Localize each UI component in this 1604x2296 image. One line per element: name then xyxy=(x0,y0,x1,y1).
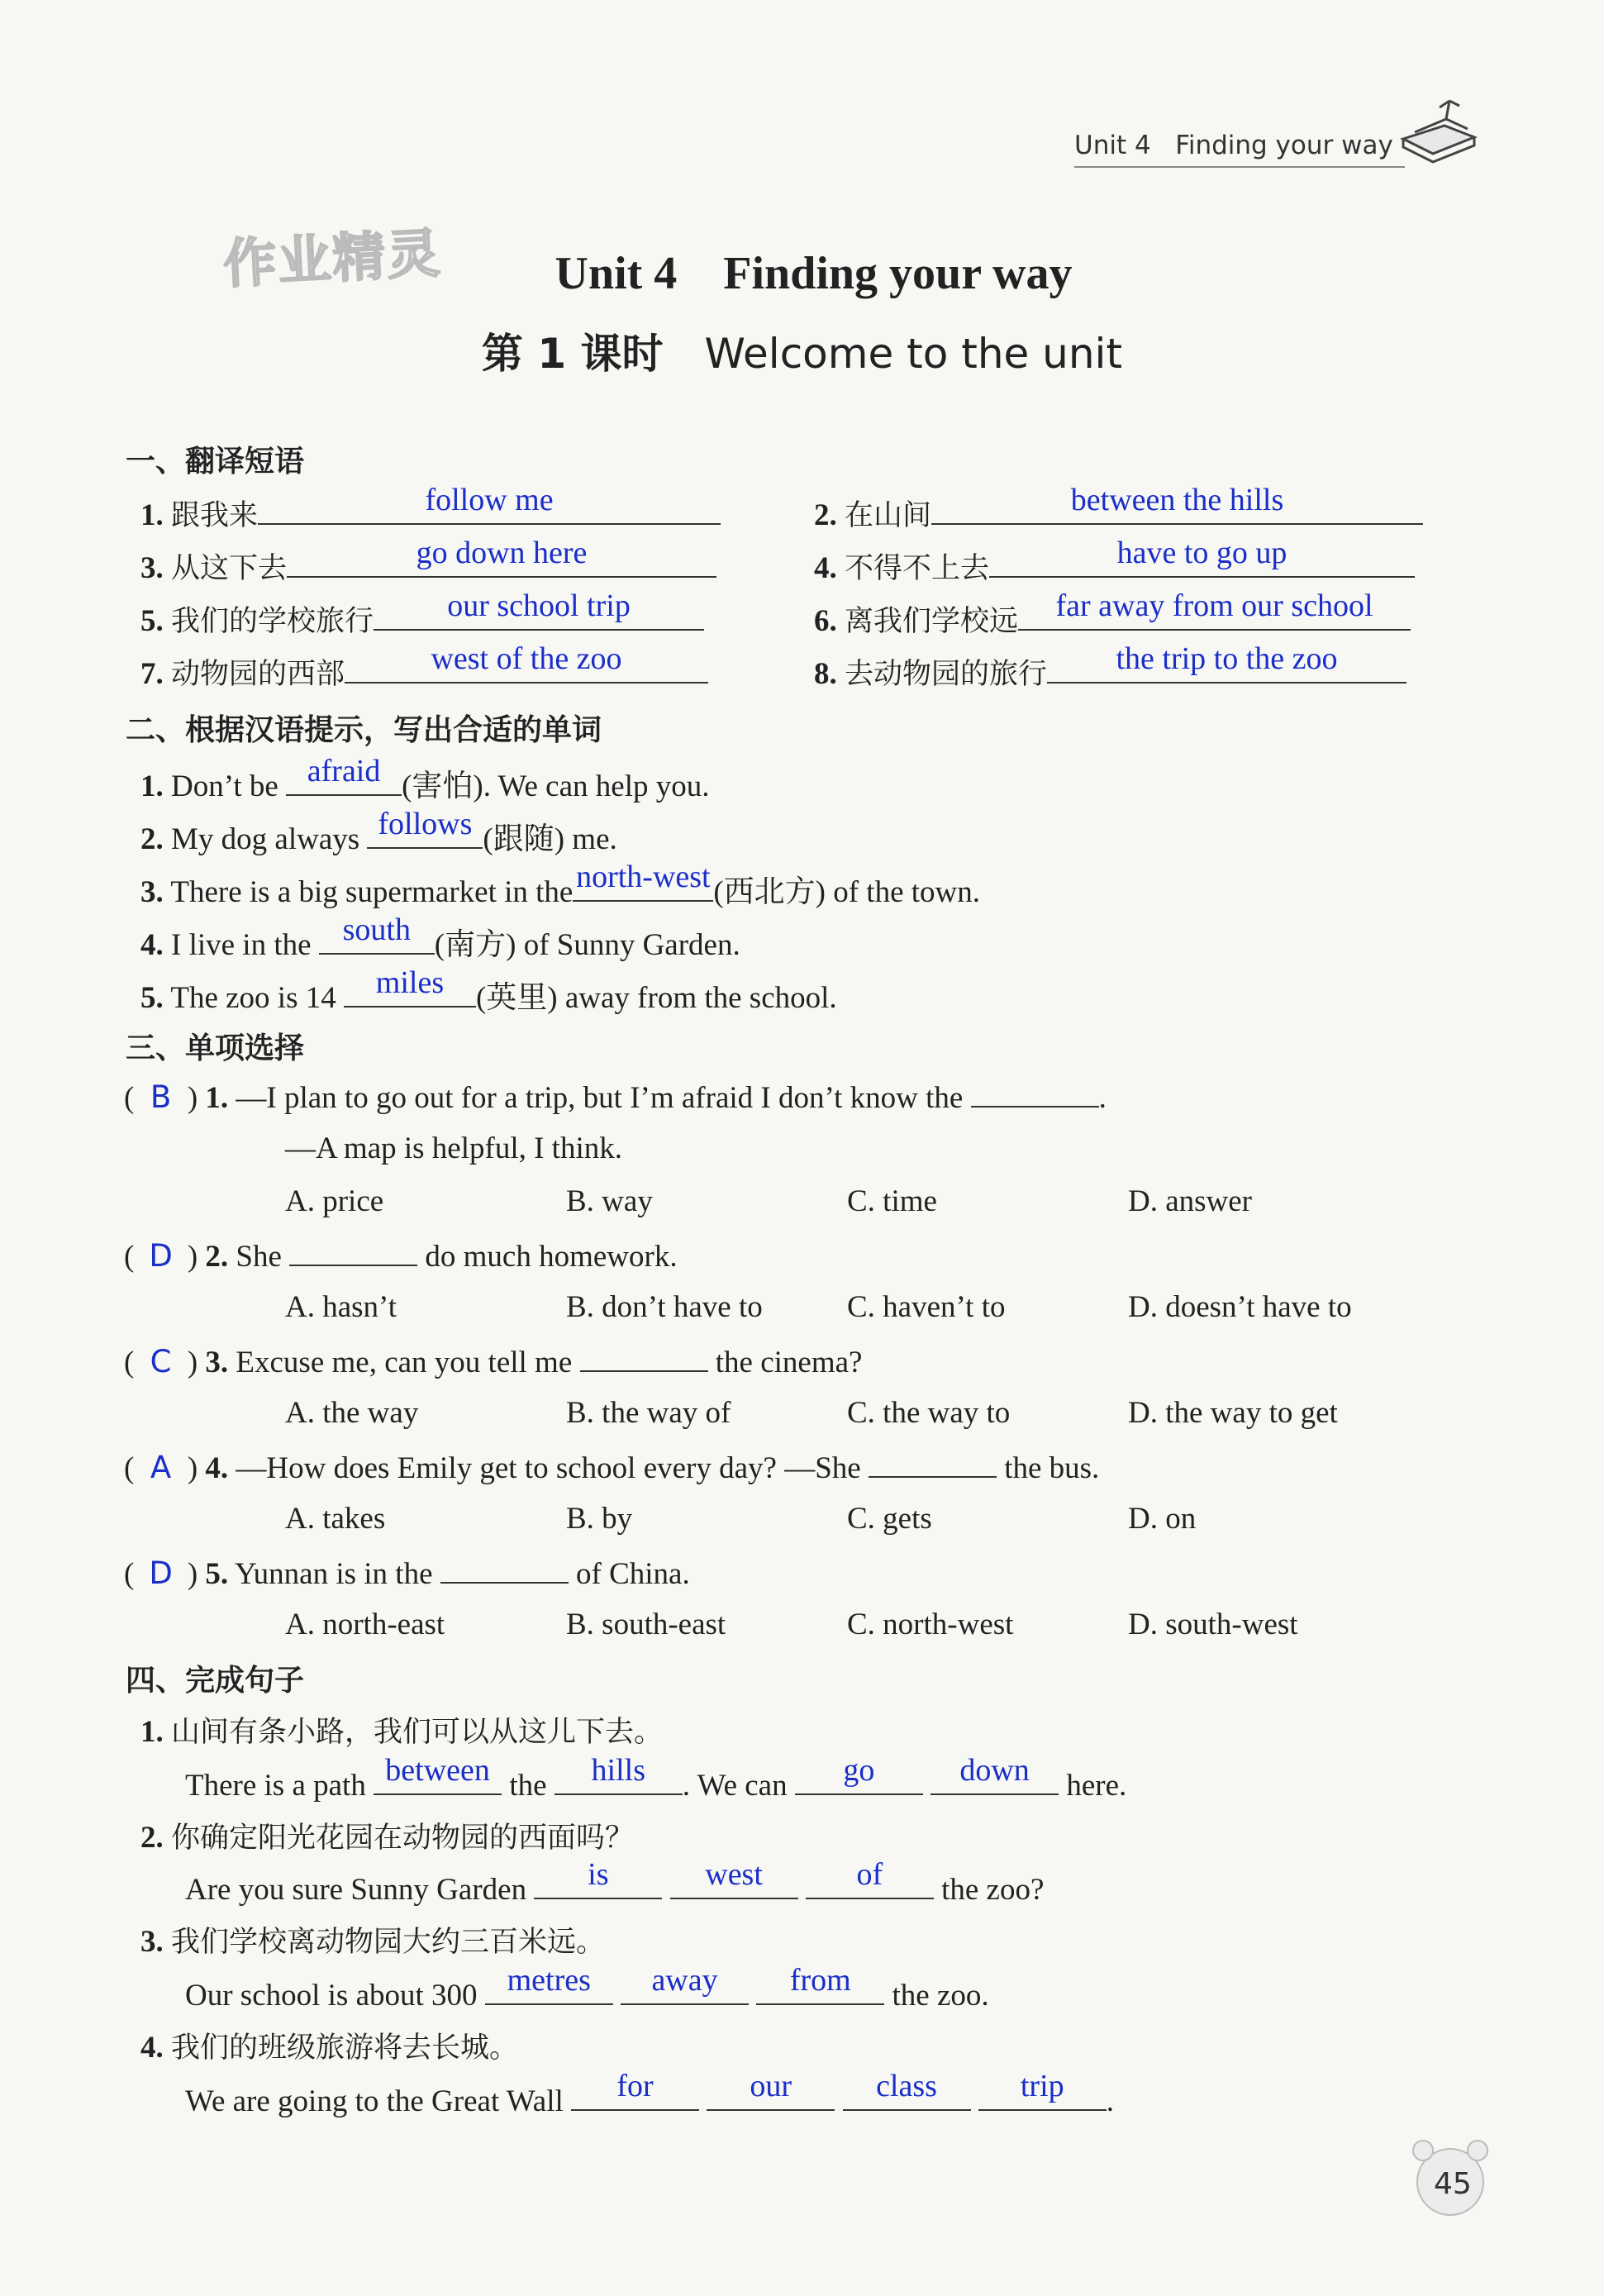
item-chinese: 你确定阳光花园在动物园的西面吗？ xyxy=(171,1822,635,1855)
s3-q1-option-a: A. price xyxy=(285,1184,384,1218)
answer-text: is xyxy=(588,1857,609,1892)
answer-blank xyxy=(670,1857,798,1899)
s1-item-4 xyxy=(814,536,1415,587)
s3-q3-option-b: B. the way of xyxy=(566,1396,731,1430)
section-2-heading: 二、根据汉语提示，写出合适的单词 xyxy=(126,713,602,747)
item-number: 2. xyxy=(140,822,164,856)
s4-item-3-chinese xyxy=(140,1919,605,1960)
answer-blank xyxy=(440,1554,569,1584)
sentence-start: I live in the xyxy=(171,928,312,962)
sentence-part: . xyxy=(1106,2084,1114,2118)
choice-answer: B xyxy=(150,1079,172,1115)
answer-blank xyxy=(869,1448,997,1478)
question-end: do much homework. xyxy=(425,1240,678,1274)
answer-blank xyxy=(1047,641,1406,684)
s1-item-8 xyxy=(814,641,1406,693)
answer-blank xyxy=(806,1857,934,1899)
item-number: 1. xyxy=(140,498,164,532)
s3-q4-option-b: B. by xyxy=(566,1502,633,1536)
item-number: 1. xyxy=(205,1081,229,1115)
watermark-logo: 作业精灵 xyxy=(221,223,444,296)
s2-item-2 xyxy=(140,807,617,858)
lesson-subtitle: Welcome to the unit xyxy=(704,330,1123,378)
sentence-part: the xyxy=(509,1769,547,1803)
s4-item-2-chinese xyxy=(140,1815,634,1856)
s3-q3-option-c: C. the way to xyxy=(847,1396,1011,1430)
s3-q2-option-c: C. haven’t to xyxy=(847,1290,1006,1324)
section-3-heading: 三、单项选择 xyxy=(126,1031,305,1065)
answer-text: our school trip xyxy=(447,588,631,623)
item-chinese: 山间有条小路，我们可以从这儿下去。 xyxy=(171,1716,664,1749)
s3-question-2: ( D ) 2. She do much homework. xyxy=(124,1238,678,1274)
item-chinese: 从这下去 xyxy=(171,552,288,585)
answer-blank xyxy=(345,641,708,684)
answer-text: for xyxy=(616,2069,654,2103)
item-number: 3. xyxy=(140,1925,164,1959)
s3-question-1-reply: —A map is helpful, I think. xyxy=(285,1131,622,1165)
item-number: 2. xyxy=(205,1240,229,1274)
item-number: 3. xyxy=(140,875,164,909)
answer-text: far away from our school xyxy=(1055,588,1373,623)
page-title xyxy=(0,194,1604,300)
answer-text: south xyxy=(342,912,411,947)
choice-answer: D xyxy=(149,1238,173,1274)
answer-blank xyxy=(485,1963,613,2005)
s3-question-4: ( A ) 4. —How does Emily get to school every day? —She the bus. xyxy=(124,1450,1100,1485)
s3-question-1: ( B ) 1. —I plan to go out for a trip, but I’m afraid I don’t know the . xyxy=(124,1079,1107,1115)
s3-q1-option-b: B. way xyxy=(566,1184,653,1218)
item-chinese: 我们学校离动物园大约三百米远。 xyxy=(171,1926,606,1959)
answer-blank xyxy=(989,536,1415,578)
page-number: 45 xyxy=(1434,2167,1472,2201)
answer-blank xyxy=(286,754,402,796)
sentence-part: There is a path xyxy=(185,1769,366,1803)
s3-q2-option-d: D. doesn’t have to xyxy=(1128,1290,1352,1324)
answer-text: follow me xyxy=(425,483,554,517)
answer-text: between xyxy=(385,1753,490,1788)
item-number: 5. xyxy=(205,1557,229,1591)
s3-q1-option-c: C. time xyxy=(847,1184,937,1218)
s2-item-5 xyxy=(140,965,837,1017)
choice-answer: A xyxy=(150,1450,172,1485)
answer-blank xyxy=(374,588,704,631)
books-icon xyxy=(1397,89,1479,172)
question-end: . xyxy=(1098,1081,1107,1115)
answer-blank xyxy=(571,2069,699,2111)
s2-item-4 xyxy=(140,912,740,964)
answer-text: from xyxy=(789,1963,851,1998)
sentence-end: (跟随) me. xyxy=(483,822,617,856)
s4-item-1-chinese xyxy=(140,1709,663,1751)
answer-blank xyxy=(580,1342,708,1372)
item-chinese: 在山间 xyxy=(845,499,932,532)
lesson-number: 第 1 课时 xyxy=(481,330,664,378)
s4-item-3-english xyxy=(185,1963,989,2013)
s3-question-3: ( C ) 3. Excuse me, can you tell me the cinema? xyxy=(124,1344,863,1379)
answer-blank xyxy=(978,2069,1107,2111)
sentence-part: the zoo. xyxy=(892,1979,989,2013)
header-unit: Unit 4 xyxy=(1074,131,1151,160)
sentence-part: the zoo? xyxy=(941,1873,1045,1907)
answer-blank xyxy=(971,1078,1099,1108)
s4-item-1-english xyxy=(185,1753,1127,1803)
s3-q4-option-d: D. on xyxy=(1128,1502,1197,1536)
sentence-part: here. xyxy=(1066,1769,1127,1803)
question-text: —I plan to go out for a trip, but I’m afraid I don’t know the xyxy=(236,1081,964,1115)
s1-item-6 xyxy=(814,588,1411,640)
s3-q3-option-a: A. the way xyxy=(285,1396,419,1430)
s1-item-3 xyxy=(140,536,716,587)
answer-text: of xyxy=(856,1857,883,1892)
s3-q5-option-a: A. north-east xyxy=(285,1608,445,1641)
s3-q5-option-d: D. south-west xyxy=(1128,1608,1298,1641)
item-number: 5. xyxy=(140,981,164,1015)
item-number: 5. xyxy=(140,604,164,638)
s3-question-5: ( D ) 5. Yunnan is in the of China. xyxy=(124,1555,690,1591)
question-text: Excuse me, can you tell me xyxy=(236,1346,573,1379)
answer-text: afraid xyxy=(307,754,381,788)
sentence-end: (西北方) of the town. xyxy=(713,875,981,909)
sentence-part: . We can xyxy=(682,1769,788,1803)
item-number: 6. xyxy=(814,604,837,638)
item-number: 3. xyxy=(140,551,164,585)
answer-blank xyxy=(258,483,721,525)
item-number: 4. xyxy=(205,1451,229,1485)
s3-q5-option-c: C. north-west xyxy=(847,1608,1014,1641)
item-chinese: 去动物园的旅行 xyxy=(845,658,1048,691)
answer-text: the trip to the zoo xyxy=(1116,641,1338,676)
sentence-end: (害怕). We can help you. xyxy=(402,769,710,803)
answer-text: north-west xyxy=(576,860,711,894)
answer-blank xyxy=(289,1236,417,1266)
s4-item-4-english xyxy=(185,2069,1114,2119)
s1-item-7 xyxy=(140,641,708,693)
sentence-start: Don’t be xyxy=(171,769,278,803)
answer-text: go down here xyxy=(416,536,588,570)
s1-item-2 xyxy=(814,483,1423,534)
answer-text: our xyxy=(750,2069,792,2103)
item-number: 3. xyxy=(205,1346,229,1379)
answer-blank xyxy=(374,1753,502,1795)
lesson-title xyxy=(0,321,1604,380)
item-number: 1. xyxy=(140,1715,164,1749)
answer-text: trip xyxy=(1020,2069,1064,2103)
s2-item-3 xyxy=(140,860,981,911)
s3-q4-option-c: C. gets xyxy=(847,1502,932,1536)
answer-text: between the hills xyxy=(1070,483,1284,517)
answer-blank xyxy=(344,965,476,1007)
item-number: 4. xyxy=(140,2031,164,2065)
item-number: 8. xyxy=(814,657,837,691)
s1-item-1 xyxy=(140,483,721,534)
item-number: 2. xyxy=(140,1821,164,1855)
item-number: 4. xyxy=(140,928,164,962)
sentence-start: The zoo is 14 xyxy=(170,981,336,1015)
item-chinese: 离我们学校远 xyxy=(845,605,1019,638)
sentence-part: Are you sure Sunny Garden xyxy=(185,1873,527,1907)
answer-text: down xyxy=(959,1753,1030,1788)
running-header xyxy=(1074,131,1393,160)
s3-q3-option-d: D. the way to get xyxy=(1128,1396,1338,1430)
answer-blank xyxy=(931,1753,1059,1795)
item-chinese: 跟我来 xyxy=(171,499,259,532)
item-number: 7. xyxy=(140,657,164,691)
section-4-heading: 四、完成句子 xyxy=(126,1664,305,1698)
item-chinese: 动物园的西部 xyxy=(171,658,345,691)
s3-q5-option-b: B. south-east xyxy=(566,1608,726,1641)
answer-blank xyxy=(707,2069,835,2111)
answer-text: have to go up xyxy=(1116,536,1287,570)
s3-q4-option-a: A. takes xyxy=(285,1502,386,1536)
answer-blank xyxy=(319,912,435,955)
item-number: 2. xyxy=(814,498,837,532)
answer-blank xyxy=(287,536,716,578)
item-chinese: 我们的学校旅行 xyxy=(171,605,374,638)
sentence-end: (英里) away from the school. xyxy=(475,981,837,1015)
s1-item-5 xyxy=(140,588,704,640)
page-title-text: Unit 4 Finding your way xyxy=(554,248,1073,299)
answer-blank xyxy=(554,1753,683,1795)
item-chinese: 我们的班级旅游将去长城。 xyxy=(171,2032,519,2065)
sentence-part: Our school is about 300 xyxy=(185,1979,478,2013)
question-end: the bus. xyxy=(1004,1451,1100,1485)
sentence-start: There is a big supermarket in the xyxy=(170,875,574,909)
question-text: She xyxy=(236,1240,282,1274)
answer-text: miles xyxy=(375,965,445,1000)
sentence-start: My dog always xyxy=(171,822,360,856)
s4-item-4-chinese xyxy=(140,2025,518,2066)
answer-text: metres xyxy=(507,1963,591,1998)
answer-blank xyxy=(843,2069,971,2111)
question-end: of China. xyxy=(576,1557,690,1591)
answer-blank xyxy=(621,1963,749,2005)
header-rule xyxy=(1074,166,1405,168)
answer-text: go xyxy=(843,1753,875,1788)
answer-blank xyxy=(756,1963,884,2005)
s2-item-1 xyxy=(140,754,710,805)
choice-answer: D xyxy=(149,1555,173,1591)
answer-blank xyxy=(1018,588,1411,631)
answer-text: follows xyxy=(378,807,473,841)
header-title: Finding your way xyxy=(1175,131,1393,160)
s3-q2-option-b: B. don’t have to xyxy=(566,1290,763,1324)
answer-blank xyxy=(534,1857,662,1899)
answer-blank xyxy=(931,483,1423,525)
answer-text: west xyxy=(705,1857,763,1892)
item-number: 4. xyxy=(814,551,837,585)
item-chinese: 不得不上去 xyxy=(845,552,990,585)
answer-text: hills xyxy=(591,1753,646,1788)
choice-answer: C xyxy=(150,1344,172,1379)
sentence-end: (南方) of Sunny Garden. xyxy=(434,928,740,962)
s4-item-2-english xyxy=(185,1857,1045,1908)
answer-text: class xyxy=(876,2069,937,2103)
question-text: Yunnan is in the xyxy=(235,1557,433,1591)
section-1-heading: 一、翻译短语 xyxy=(126,445,305,479)
question-end: the cinema? xyxy=(715,1346,863,1379)
answer-text: west of the zoo xyxy=(431,641,622,676)
s3-q2-option-a: A. hasn’t xyxy=(285,1290,397,1324)
answer-blank xyxy=(573,860,713,902)
answer-text: away xyxy=(651,1963,718,1998)
s3-q1-option-d: D. answer xyxy=(1128,1184,1253,1218)
question-text: —How does Emily get to school every day? —She xyxy=(236,1451,861,1485)
answer-blank xyxy=(795,1753,923,1795)
item-number: 1. xyxy=(140,769,164,803)
answer-blank xyxy=(367,807,483,849)
sentence-part: We are going to the Great Wall xyxy=(185,2084,564,2118)
